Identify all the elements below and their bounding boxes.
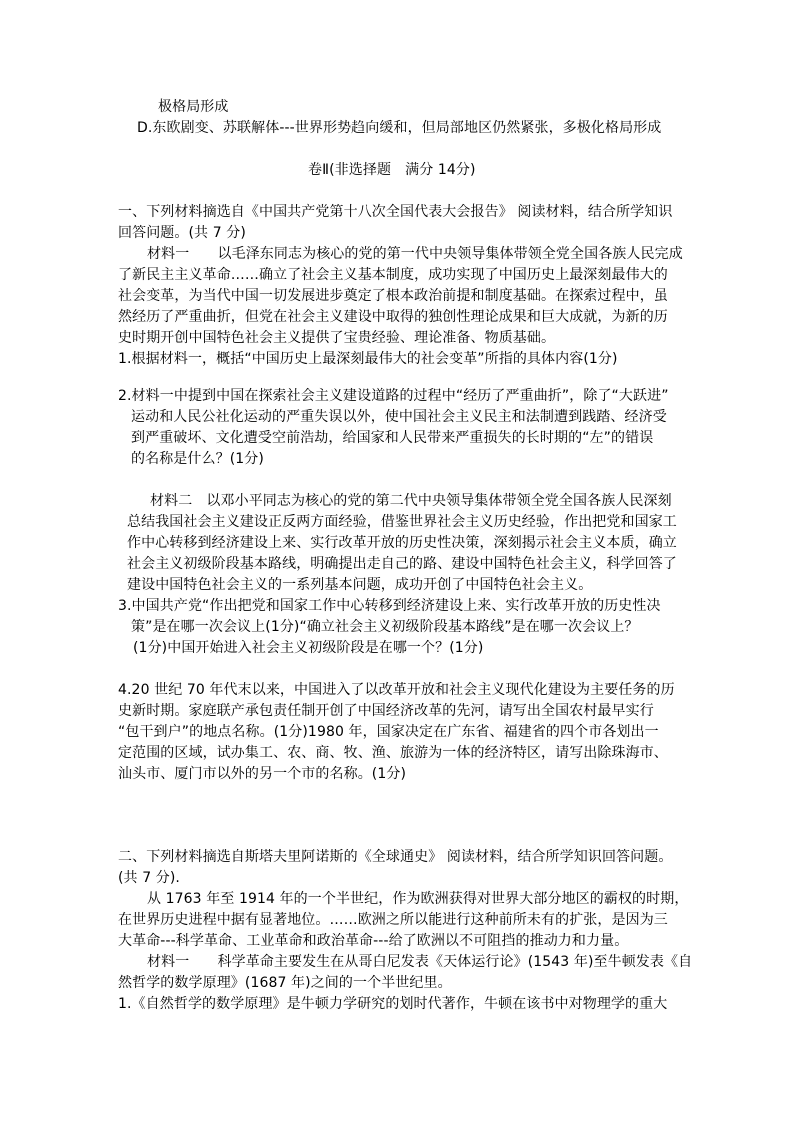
part-one-intro: 回答问题。(共 7 分) [118,225,246,241]
part-two-intro: (共 7 分). [118,870,180,886]
material-two: 建设中国特色社会主义的一系列基本问题，成功开创了中国特色社会主义。 [127,577,593,593]
material-two: 社会主义初级阶段基本路线，明确提出走自己的路、建设中国特色社会主义，科学回答了 [127,556,677,572]
question-3: 策”是在哪一次会议上(1分)“确立社会主义初级阶段基本路线”是在哪一次会议上？ [131,619,639,635]
material-one: 材料一 以毛泽东同志为核心的党的第一代中央领导集体带领全党全国各族人民完成 [147,246,683,262]
material-two: 总结我国社会主义建设正反两方面经验，借鉴世界社会主义历史经验，作出把党和国家工 [127,514,677,530]
option-c-continuation: 极格局形成 [158,99,229,115]
material-two: 作中心转移到经济建设上来、实行改革开放的历史性决策，深刻揭示社会主义本质，确立 [127,535,677,551]
question-4: 4.20 世纪 70 年代末以来，中国进入了以改革开放和社会主义现代化建设为主要任务的历 [118,682,675,698]
material-one: 材料一 科学革命主要发生在从哥白尼发表《天体运行论》(1543 年)至牛顿发表《自 [147,954,693,970]
intro-material: 在世界历史进程中据有显著地位。……欧洲之所以能进行这种前所未有的扩张，是因为三 [118,912,668,928]
part-two-intro: 二、下列材料摘选自斯塔夫里阿诺斯的《全球通史》 阅读材料，结合所学知识回答问题。 [118,849,673,865]
section-title: 卷Ⅱ(非选择题 满分 14分) [308,162,476,178]
question-2: 的名称是什么？(1分) [131,451,264,467]
intro-material: 从 1763 年至 1914 年的一个半世纪，作为欧洲获得对世界大部分地区的霸权的时期， [147,891,689,907]
material-one: 了新民主主义革命……确立了社会主义基本制度，成功实现了中国历史上最深刻最伟大的 [118,267,668,283]
intro-material: 大革命---科学革命、工业革命和政治革命---给了欧洲以不可阻挡的推动力和力量。 [118,933,629,949]
option-d: D.东欧剧变、苏联解体---世界形势趋向缓和，但局部地区仍然紧张，多极化格局形成 [137,120,662,136]
material-two: 材料二 以邓小平同志为核心的党的第二代中央领导集体带领全党全国各族人民深刻 [150,493,672,509]
question-4: “包干到户”的地点名称。(1分)1980 年，国家决定在广东省、福建省的四个市各划出一 [118,724,659,740]
question-4: 史新时期。家庭联产承包责任制开创了中国经济改革的先河，请写出全国农村最早实行 [118,703,654,719]
question-3: 3.中国共产党“作出把党和国家工作中心转移到经济建设上来、实行改革开放的历史性决 [118,598,661,614]
material-one: 社会变革，为当代中国一切发展进步奠定了根本政治前提和制度基础。在探索过程中，虽 [118,288,668,304]
question-1: 1.《自然哲学的数学原理》是牛顿力学研究的划时代著作，牛顿在该书中对物理学的重大 [118,996,668,1012]
question-4: 定范围的区域，试办集工、农、商、牧、渔、旅游为一体的经济特区，请写出除珠海市、 [118,745,668,761]
material-one: 然哲学的数学原理》(1687 年)之间的一个半世纪里。 [118,975,452,991]
material-one: 史时期开创中国特色社会主义提供了宝贵经验、理论准备、物质基础。 [118,330,556,346]
question-2: 到严重破坏、文化遭受空前浩劫，给国家和人民带来严重损失的长时期的“左”的错误 [131,430,654,446]
question-2: 运动和人民公社化运动的严重失误以外，使中国社会主义民主和法制遭到践踏、经济受 [131,409,667,425]
part-one-intro: 一、下列材料摘选自《中国共产党第十八次全国代表大会报告》 阅读材料，结合所学知识 [118,204,673,220]
question-1: 1.根据材料一，概括“中国历史上最深刻最伟大的社会变革”所指的具体内容(1分) [118,351,618,367]
question-4: 汕头市、厦门市以外的另一个市的名称。(1分) [118,766,407,782]
material-one: 然经历了严重曲折，但党在社会主义建设中取得的独创性理论成果和巨大成就，为新的历 [118,309,668,325]
question-2: 2.材料一中提到中国在探索社会主义建设道路的过程中“经历了严重曲折”，除了“大跃进” [118,388,669,404]
question-3: (1分)中国开始进入社会主义初级阶段是在哪一个？(1分) [133,640,484,656]
